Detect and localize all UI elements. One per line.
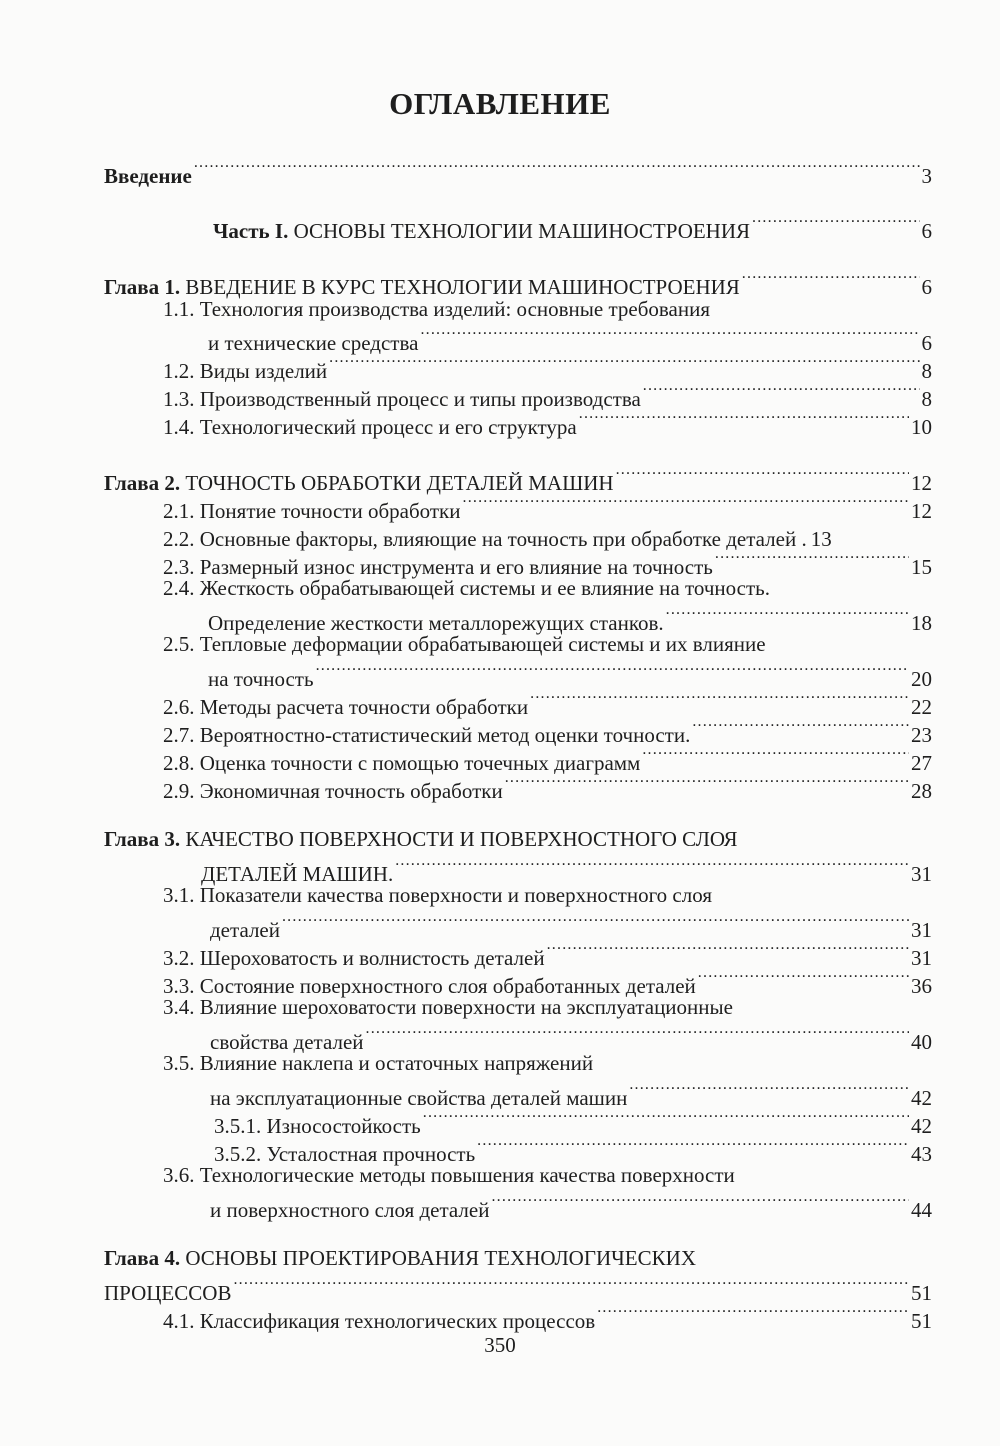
- page-ref: 22: [911, 695, 932, 719]
- toc-entry-1-1-line1[interactable]: 1.1. Технология производства изделий: основные требования: [163, 297, 711, 321]
- leader-dots: [477, 1133, 909, 1161]
- toc-entry-4-1[interactable]: [163, 1300, 932, 1335]
- page-ref: 13: [810, 527, 832, 551]
- entry-label: 2.9. Экономичная точность обработки: [163, 779, 503, 803]
- page-ref: 6: [921, 331, 932, 355]
- entry-label: свойства деталей: [210, 1030, 364, 1054]
- page-ref: 6: [921, 275, 932, 299]
- page-title: ОГЛАВЛЕНИЕ: [389, 86, 611, 121]
- entry-label: ОСНОВЫ ПРОЕКТИРОВАНИЯ ТЕХНОЛОГИЧЕСКИХ: [185, 1246, 696, 1270]
- entry-label: ТОЧНОСТЬ ОБРАБОТКИ ДЕТАЛЕЙ МАШИН: [185, 471, 614, 495]
- toc-entry-3-1-line1[interactable]: 3.1. Показатели качества поверхности и поверхностного слоя: [163, 883, 712, 907]
- leader-dots: [597, 1300, 909, 1328]
- page-ref: 44: [911, 1198, 932, 1222]
- leader-dots: [282, 909, 909, 937]
- entry-label: и технические средства: [208, 331, 419, 355]
- leader-dots: [194, 155, 920, 183]
- page-ref: 31: [911, 862, 932, 886]
- leader-dots: [366, 1021, 909, 1049]
- entry-label: 2.7. Вероятностно-статистический метод оценки точности.: [163, 723, 691, 747]
- entry-label: и поверхностного слоя деталей: [210, 1198, 490, 1222]
- leader-dots: [742, 266, 920, 294]
- entry-label: 1.3. Производственный процесс и типы производства: [163, 387, 641, 411]
- entry-label: 2.8. Оценка точности с помощью точечных диаграмм: [163, 751, 641, 775]
- toc-entry-part-1[interactable]: [213, 210, 932, 245]
- page-ref: 51: [911, 1281, 932, 1305]
- page-ref: 42: [911, 1114, 932, 1138]
- page-number: 350: [484, 1333, 516, 1357]
- page-ref: 20: [911, 667, 932, 691]
- toc-entry-1-4[interactable]: [163, 406, 932, 441]
- entry-label: 2.1. Понятие точности обработки: [163, 499, 461, 523]
- page-ref: 12: [911, 471, 932, 495]
- leader-dots: [423, 1105, 909, 1133]
- toc-entry-3-6[interactable]: [210, 1189, 932, 1224]
- leader-dots: [579, 406, 909, 434]
- entry-label: 3.2. Шероховатость и волнистость деталей: [163, 946, 545, 970]
- page-ref: 40: [911, 1030, 932, 1054]
- page-ref: 31: [911, 918, 932, 942]
- page-ref: 51: [911, 1309, 932, 1333]
- page-ref: 10: [911, 415, 932, 439]
- entry-label: КАЧЕСТВО ПОВЕРХНОСТИ И ПОВЕРХНОСТНОГО СЛОЯ: [185, 827, 738, 851]
- toc-entry-2-5-line1[interactable]: 2.5. Тепловые деформации обрабатывающей системы и их влияние: [163, 632, 766, 656]
- entry-label: 3.3. Состояние поверхностного слоя обработанных деталей: [163, 974, 696, 998]
- toc-entry-chapter-3-line1[interactable]: [104, 825, 738, 853]
- entry-label: на точность: [208, 667, 314, 691]
- leader-dots: [715, 546, 909, 574]
- leader-dots: [642, 742, 909, 770]
- leader-dots: [491, 1189, 909, 1217]
- leader-dots: [395, 853, 909, 881]
- page-ref: 42: [911, 1086, 932, 1110]
- toc-entry-3-4-line1[interactable]: 3.4. Влияние шероховатости поверхности на эксплуатационные: [163, 995, 733, 1019]
- page-ref: 6: [921, 219, 932, 243]
- leader-dots: [530, 686, 909, 714]
- entry-label: ДЕТАЛЕЙ МАШИН.: [201, 862, 394, 886]
- entry-label: 4.1. Классификация технологических процессов: [163, 1309, 596, 1333]
- leader-dots: [629, 1077, 909, 1105]
- page-ref: 31: [911, 946, 932, 970]
- entry-label: на эксплуатационные свойства деталей машин: [210, 1086, 628, 1110]
- page-ref: 8: [921, 387, 932, 411]
- entry-label: деталей: [210, 918, 280, 942]
- page-ref: 18: [911, 611, 932, 635]
- leader-dots: [463, 490, 910, 518]
- leader-dots: [692, 714, 909, 742]
- entry-label: 1.4. Технологический процесс и его структура: [163, 415, 577, 439]
- entry-label: 3.5.1. Износостойкость: [214, 1114, 421, 1138]
- page-ref: 12: [911, 499, 932, 523]
- entry-prefix: Глава 4.: [104, 1246, 181, 1270]
- entry-label: 2.2. Основные факторы, влияющие на точность при обработке деталей .: [163, 527, 807, 551]
- leader-dots: [547, 937, 909, 965]
- entry-label: ПРОЦЕССОВ: [104, 1281, 232, 1305]
- leader-dots: [329, 350, 919, 378]
- leader-dots: [698, 965, 909, 993]
- page-ref: 23: [911, 723, 932, 747]
- page-ref: 43: [911, 1142, 932, 1166]
- entry-prefix: Глава 3.: [104, 827, 181, 851]
- leader-dots: [752, 210, 919, 238]
- entry-label: ВВЕДЕНИЕ В КУРС ТЕХНОЛОГИИ МАШИНОСТРОЕНИЯ: [185, 275, 740, 299]
- entry-label: Введение: [104, 164, 192, 188]
- leader-dots: [643, 378, 920, 406]
- leader-dots: [316, 658, 909, 686]
- entry-label: 2.6. Методы расчета точности обработки: [163, 695, 529, 719]
- toc-entry-2-9[interactable]: [163, 770, 932, 805]
- entry-prefix: Глава 1.: [104, 275, 181, 299]
- toc-entry-3-6-line1[interactable]: 3.6. Технологические методы повышения качества поверхности: [163, 1163, 735, 1187]
- toc-entry-intro[interactable]: [104, 155, 932, 190]
- page-ref: 28: [911, 779, 932, 803]
- leader-dots: [666, 602, 909, 630]
- leader-dots: [233, 1272, 909, 1300]
- entry-prefix: Часть I.: [213, 219, 289, 243]
- entry-prefix: Глава 2.: [104, 471, 181, 495]
- entry-label: 1.2. Виды изделий: [163, 359, 328, 383]
- page-ref: 3: [921, 164, 932, 188]
- toc-entry-3-5-line1[interactable]: 3.5. Влияние наклепа и остаточных напряжений: [163, 1051, 594, 1075]
- toc-entry-2-4-line1[interactable]: 2.4. Жесткость обрабатывающей системы и ее влияние на точность.: [163, 576, 770, 600]
- page-ref: 8: [921, 359, 932, 383]
- entry-label: 2.3. Размерный износ инструмента и его влияние на точность: [163, 555, 713, 579]
- page-ref: 27: [911, 751, 932, 775]
- toc-entry-chapter-4-line1[interactable]: [104, 1244, 696, 1272]
- entry-label: 3.5.2. Усталостная прочность: [214, 1142, 476, 1166]
- leader-dots: [616, 462, 909, 490]
- leader-dots: [420, 322, 919, 350]
- page-ref: 15: [911, 555, 932, 579]
- entry-label: Определение жесткости металлорежущих станков.: [208, 611, 664, 635]
- entry-label: ОСНОВЫ ТЕХНОЛОГИИ МАШИНОСТРОЕНИЯ: [293, 219, 751, 243]
- page-ref: 36: [911, 974, 932, 998]
- leader-dots: [505, 770, 909, 798]
